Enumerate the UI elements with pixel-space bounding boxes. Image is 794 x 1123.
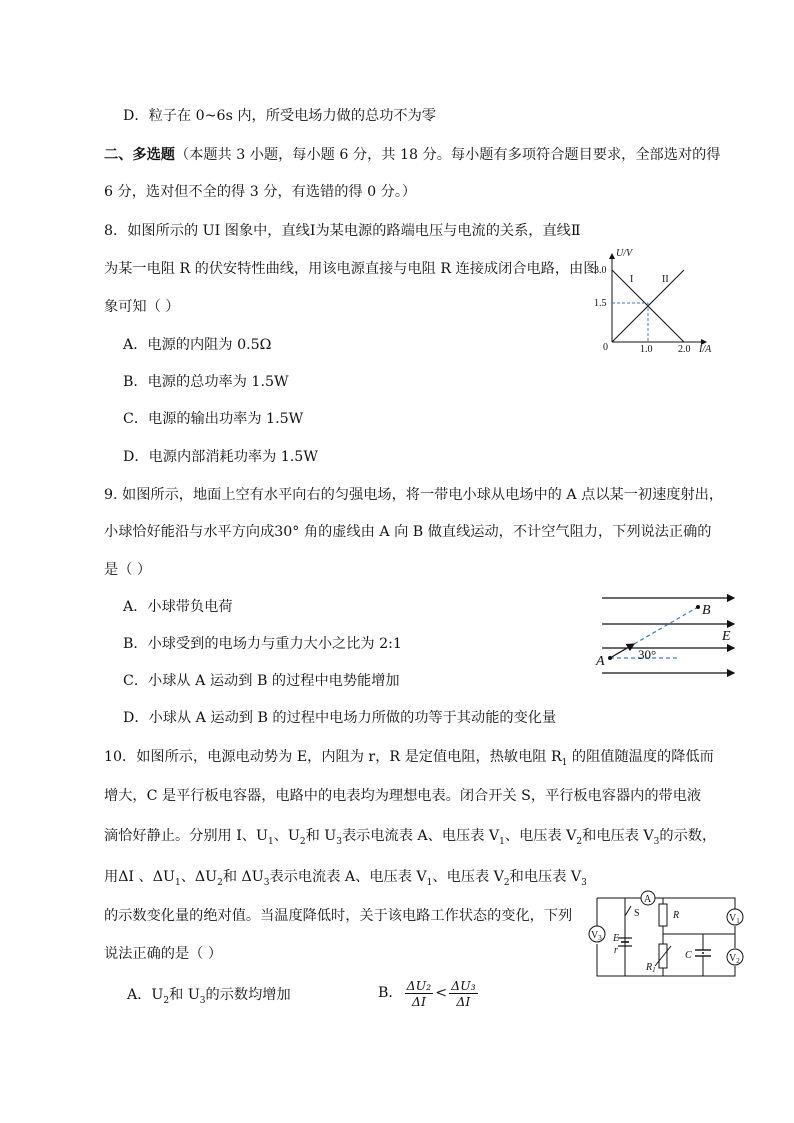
point-b: [696, 605, 700, 609]
q10-stem-6: 说法正确的是（ ）: [104, 946, 223, 962]
x-tick-1: 1.0: [640, 344, 653, 354]
section-2-instructions: [104, 145, 721, 165]
q10-stem-2: 增大，C 是平行板电容器，电路中的电表均为理想电表。闭合开关 S，平行板电容器内的带电液: [104, 788, 702, 804]
R-label: R: [673, 910, 680, 921]
q9-option-c: C．小球从 A 运动到 B 的过程中电势能增加: [123, 673, 400, 689]
q10-stem-5: 的示数变化量的绝对值。当温度降低时，关于该电路工作状态的变化，下列: [104, 908, 573, 924]
ammeter-label: A: [644, 894, 652, 905]
q8-option-b: B．电源的总功率为 1.5W: [123, 374, 289, 390]
q8-stem-2: 为某一电阻 R 的伏安特性曲线，用该电源直接与电阻 R 连接成闭合电路，由图: [104, 261, 598, 277]
v3-label: $V_3$: [591, 930, 602, 942]
droplet: [702, 952, 704, 954]
section-2-heading: 二、多选题: [104, 147, 175, 163]
label-a: A: [596, 654, 605, 669]
q9-option-a: A．小球带负电荷: [123, 599, 233, 615]
C-label: C: [685, 950, 692, 961]
switch-label: S: [634, 908, 640, 919]
q7-option-d: D．粒子在 0~6s 内，所受电场力做的总功不为零: [123, 108, 436, 124]
section-2-desc-2: 6 分，选对但不全的得 3 分，有选错的得 0 分。）: [104, 184, 417, 200]
q9-stem-3: 是（ ）: [104, 562, 152, 578]
v2-label: $V_2$: [729, 953, 740, 965]
emf-label: E: [613, 933, 620, 944]
line-II-label: II: [662, 274, 669, 285]
q8-ui-graph: [588, 242, 728, 354]
label-b: B: [702, 603, 711, 618]
q8-stem-1: 8．如图所示的 UI 图象中，直线Ⅰ为某电源的路端电压与电流的关系，直线Ⅱ: [104, 223, 581, 239]
q9-stem-2: 小球恰好能沿与水平方向成30° 角的虚线由 A 向 B 做直线运动，不计空气阻力，下列说法正确的: [104, 524, 712, 540]
label-e: E: [722, 629, 731, 644]
origin-label: 0: [603, 342, 608, 353]
x-label: I/A: [699, 344, 712, 354]
q9-field-diagram: [594, 590, 744, 682]
point-a: [608, 656, 612, 660]
angle-label: 30°: [638, 647, 657, 662]
q10-stem-4: 用ΔI 、$\Delta U_1$、$\Delta U_2$和 $\Delta U_3$表示电流表 A、电压表 $V_1$、电压表 $V_2$和电压表 $V_3$: [104, 869, 587, 888]
q8-option-d: D．电源内部消耗功率为 1.5W: [123, 449, 318, 465]
q10-stem-1: 10．如图所示，电源电动势为 E，内阻为 r，R 是定值电阻，热敏电阻 $R_1$ 的阻值随温度的降低而: [104, 749, 714, 768]
resistor-r: [659, 904, 667, 926]
v1-label: $V_1$: [729, 913, 740, 925]
q10-circuit-diagram: [585, 886, 751, 982]
y-label: U/V: [616, 248, 633, 259]
r-label: r: [614, 945, 618, 956]
switch-blade: [625, 906, 631, 916]
q9-stem-1: 9. 如图所示，地面上空有水平向右的匀强电场，将一带电小球从电场中的 A 点以某一初速度射出，: [104, 487, 724, 503]
y-tick-3: 3.0: [594, 265, 607, 276]
q9-option-b: B．小球受到的电场力与重力大小之比为 2:1: [123, 636, 402, 652]
q10-option-b: B． $\frac{\text{ΔU₂}}{\Delta I}$ < $\frac{\text{ΔU₃}}{\Delta I}$: [378, 977, 476, 1009]
section-2-desc: （本题共 3 小题，每小题 6 分，共 18 分。每小题有多项符合题目要求，全部选对的得: [174, 147, 721, 163]
x-tick-2: 2.0: [678, 344, 691, 354]
q10-option-a: A．$U_2$和 $U_3$的示数均增加: [127, 987, 291, 1006]
q8-stem-3: 象可知（ ）: [104, 299, 180, 315]
q10-stem-3: 滴恰好静止。分别用 I、$U_1$、$U_2$和 $U_3$表示电流表 A、电压表 $V_1$、电压表 $V_2$和电压表 $V_3$的示数，: [104, 828, 717, 847]
line-I-label: I: [630, 274, 634, 285]
R1-label: $R_1$: [646, 962, 656, 974]
q8-option-a: A．电源的内阻为 0.5Ω: [123, 337, 272, 353]
initial-velocity: [610, 644, 634, 658]
q9-option-d: D．小球从 A 运动到 B 的过程中电场力所做的功等于其动能的变化量: [123, 710, 557, 726]
y-tick-1-5: 1.5: [594, 298, 607, 309]
q8-option-c: C．电源的输出功率为 1.5W: [123, 411, 304, 427]
